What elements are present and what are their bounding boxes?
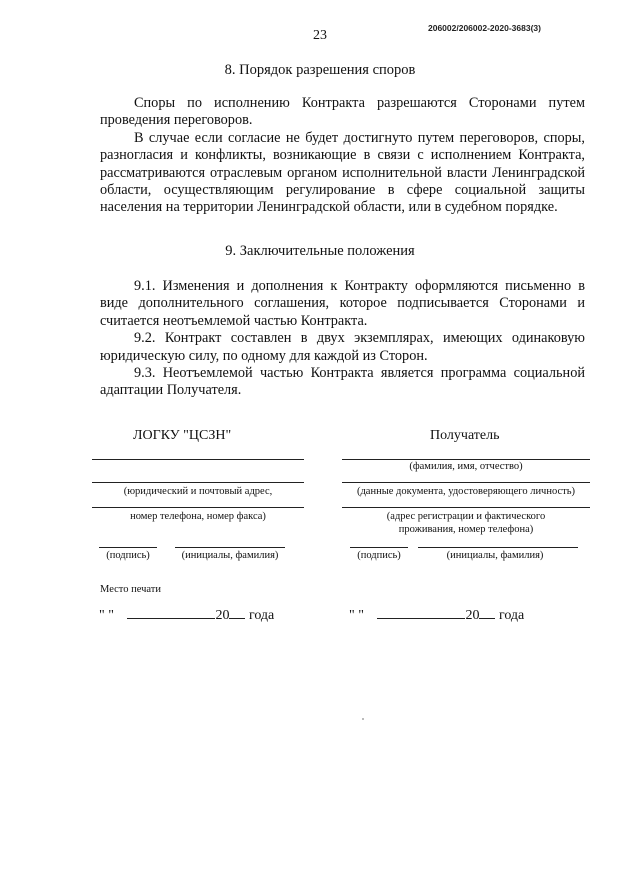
- right-initials-caption: (инициалы, фамилия): [446, 550, 544, 561]
- right-name-line[interactable]: [342, 459, 590, 460]
- right-signature-caption: (подпись): [357, 550, 401, 561]
- left-date-word: года: [248, 608, 275, 623]
- section-9-body: [100, 278, 585, 400]
- right-date: [349, 606, 524, 624]
- left-date-year-prefix: 20: [215, 608, 230, 623]
- left-phone-caption: номер телефона, номер факса): [130, 511, 266, 522]
- right-name-caption: (фамилия, имя, отчество): [409, 461, 523, 472]
- right-document-line[interactable]: [342, 482, 590, 483]
- left-phone-line[interactable]: [92, 507, 304, 508]
- seal-place-label: Место печати: [100, 584, 162, 595]
- section-9-paragraph-2: 9.2. Контракт составлен в двух экземплярах, имеющих одинаковую юридическую силу, по одному для каждой из Сторон.: [100, 330, 585, 364]
- left-initials-caption: (инициалы, фамилия): [181, 550, 279, 561]
- left-name-line[interactable]: [92, 459, 304, 460]
- right-initials-line[interactable]: [418, 547, 578, 548]
- left-signature-line[interactable]: [99, 547, 157, 548]
- section-8-paragraph-1: Споры по исполнению Контракта разрешаются Сторонами путем проведения переговоров.: [100, 95, 585, 129]
- section-8-body: [100, 95, 585, 217]
- right-document-caption: (данные документа, удостоверяющего личность): [356, 486, 576, 497]
- left-address-line[interactable]: [92, 482, 304, 483]
- right-address-caption: (адрес регистрации и фактического проживания, номер телефона): [386, 511, 546, 535]
- left-party-title: ЛОГКУ "ЦСЗН": [133, 428, 232, 443]
- section-9-paragraph-3: 9.3. Неотъемлемой частью Контракта является программа социальной адаптации Получателя.: [100, 365, 585, 399]
- section-9-paragraph-1: 9.1. Изменения и дополнения к Контракту оформляются письменно в виде дополнительного соглашения, которое подписывается Сторонами и считается неотъемлемой частью Контракта.: [100, 278, 585, 329]
- section-8-paragraph-2: В случае если согласие не будет достигнуто путем переговоров, споры, разногласия и конфликты, возникающие в связи с исполнением Контракта, рассматриваются отраслевым органом исполнительной власти Ленинградской области, осуществляющим регулирование в сфере социальной защиты населения на территории Ленинградской области, или в судебном порядке.: [100, 129, 585, 216]
- left-date-day[interactable]: " ": [99, 608, 114, 623]
- right-signature-line[interactable]: [350, 547, 408, 548]
- left-initials-line[interactable]: [175, 547, 285, 548]
- left-date: [99, 606, 274, 624]
- page-number: 23: [313, 28, 327, 43]
- document-code: 206002/206002-2020-3683(3): [428, 23, 541, 33]
- right-party-title: Получатель: [430, 428, 500, 443]
- section-8-heading: 8. Порядок разрешения споров: [224, 62, 416, 78]
- right-date-word: года: [498, 608, 525, 623]
- section-9-heading: 9. Заключительные положения: [225, 243, 415, 259]
- left-signature-caption: (подпись): [106, 550, 150, 561]
- left-address-caption: (юридический и почтовый адрес,: [123, 486, 273, 497]
- right-address-line[interactable]: [342, 507, 590, 508]
- left-date-month-line[interactable]: [127, 606, 215, 619]
- right-date-day[interactable]: " ": [349, 608, 364, 623]
- scan-speck: [362, 718, 364, 720]
- left-date-year-line[interactable]: [229, 606, 245, 619]
- right-date-month-line[interactable]: [377, 606, 465, 619]
- right-date-year-line[interactable]: [479, 606, 495, 619]
- right-date-year-prefix: 20: [465, 608, 480, 623]
